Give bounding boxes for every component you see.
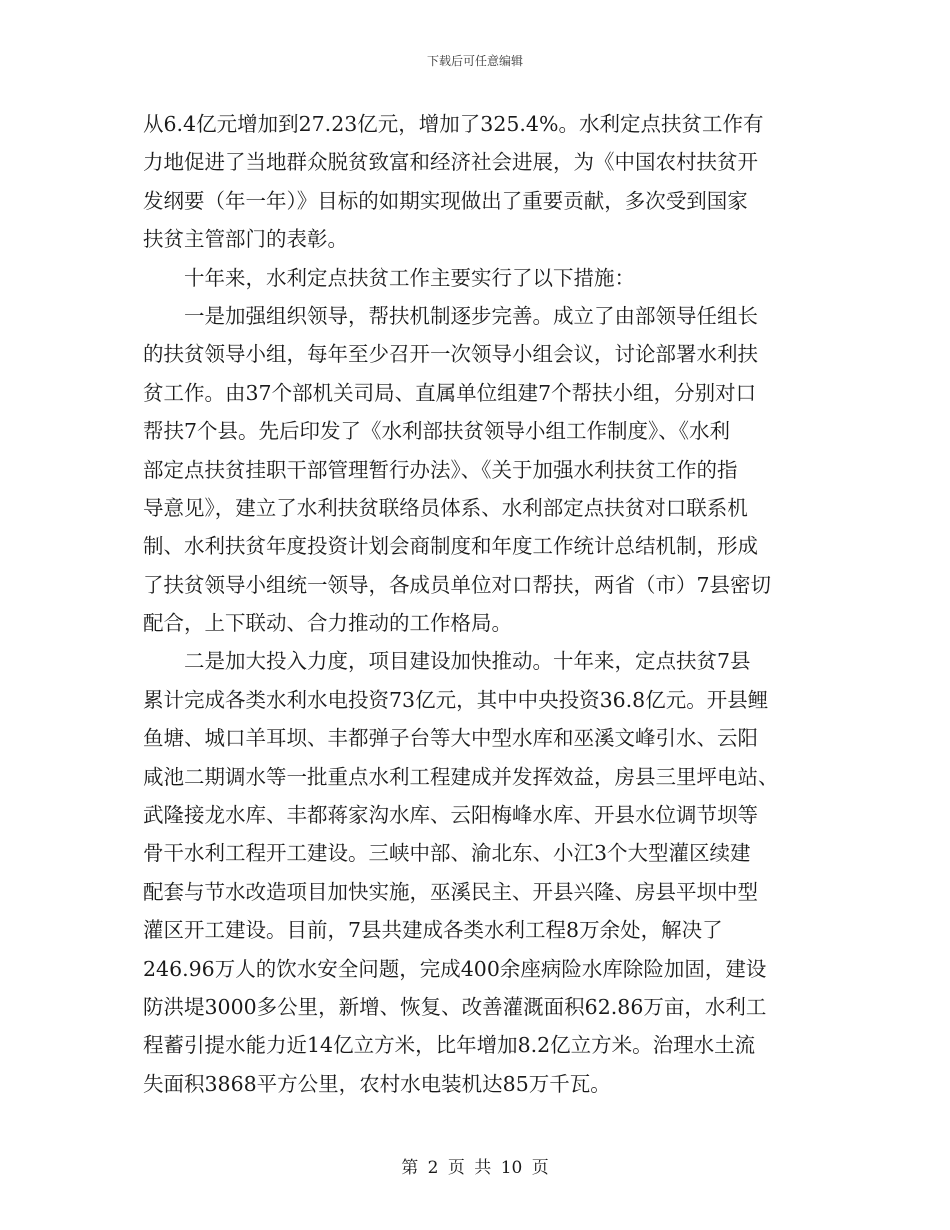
text-line: 从6.4亿元增加到27.23亿元，增加了325.4%。水利定点扶贫工作有 [143,112,764,136]
text-line: 配套与节水改造项目加快实施，巫溪民主、开县兴隆、房县平坝中型 [143,879,758,904]
text-line: 一是加强组织领导，帮扶机制逐步完善。成立了由部领导任组长 [143,303,758,328]
document-body [143,105,807,1103]
text-line: 制、水利扶贫年度投资计划会商制度和年度工作统计总结机制，形成 [143,534,758,559]
text-line: 帮扶7个县。先后印发了《水利部扶贫领导小组工作制度》、《水利 [143,419,731,444]
page-footer: 第 2 页 共 10 页 [401,1158,549,1178]
text-line: 扶贫主管部门的表彰。 [143,227,348,252]
text-line: 武隆接龙水库、丰都蒋家沟水库、云阳梅峰水库、开县水位调节坝等 [143,803,758,828]
text-line: 防洪堤3000多公里，新增、恢复、改善灌溉面积62.86万亩，水利工 [143,994,767,1019]
text-line: 鱼塘、城口羊耳坝、丰都弹子台等大中型水库和巫溪文峰引水、云阳 [143,726,758,751]
text-line: 了扶贫领导小组统一领导，各成员单位对口帮扶，两省（市）7县密切 [143,572,772,597]
text-line: 咸池二期调水等一批重点水利工程建成并发挥效益，房县三里坪电站、 [143,764,779,789]
text-line: 骨干水利工程开工建设。三峡中部、渝北东、小江3个大型灌区续建 [143,841,751,866]
text-line: 累计完成各类水利水电投资73亿元，其中中央投资36.8亿元。开县鲤 [143,687,769,712]
text-line: 配合，上下联动、合力推动的工作格局。 [143,611,512,636]
text-line: 246.96万人的饮水安全问题，完成400余座病险水库除险加固，建设 [143,956,767,981]
text-line: 贫工作。由37个部机关司局、直属单位组建7个帮扶小组，分别对口 [143,380,757,405]
text-line: 灌区开工建设。目前，7县共建成各类水利工程8万余处，解决了 [143,918,723,943]
page-header: 下载后可任意编辑 [426,54,523,68]
text-line: 导意见》，建立了水利扶贫联络员体系、水利部定点扶贫对口联系机 [143,495,748,520]
text-line: 程蓄引提水能力近14亿立方米，比年增加8.2亿立方米。治理水土流 [143,1033,756,1058]
text-line: 部定点扶贫挂职干部管理暂行办法》、《关于加强水利扶贫工作的指 [143,457,738,482]
text-line: 二是加大投入力度，项目建设加快推动。十年来，定点扶贫7县 [143,649,751,674]
text-line: 的扶贫领导小组，每年至少召开一次领导小组会议，讨论部署水利扶 [143,342,758,367]
text-line: 力地促进了当地群众脱贫致富和经济社会进展，为《中国农村扶贫开 [143,150,758,175]
text-line: 发纲要（年一年）》目标的如期实现做出了重要贡献，多次受到国家 [143,188,748,213]
text-line: 失面积3868平方公里，农村水电装机达85万千瓦。 [143,1071,611,1096]
text-line: 十年来，水利定点扶贫工作主要实行了以下措施： [143,265,635,290]
